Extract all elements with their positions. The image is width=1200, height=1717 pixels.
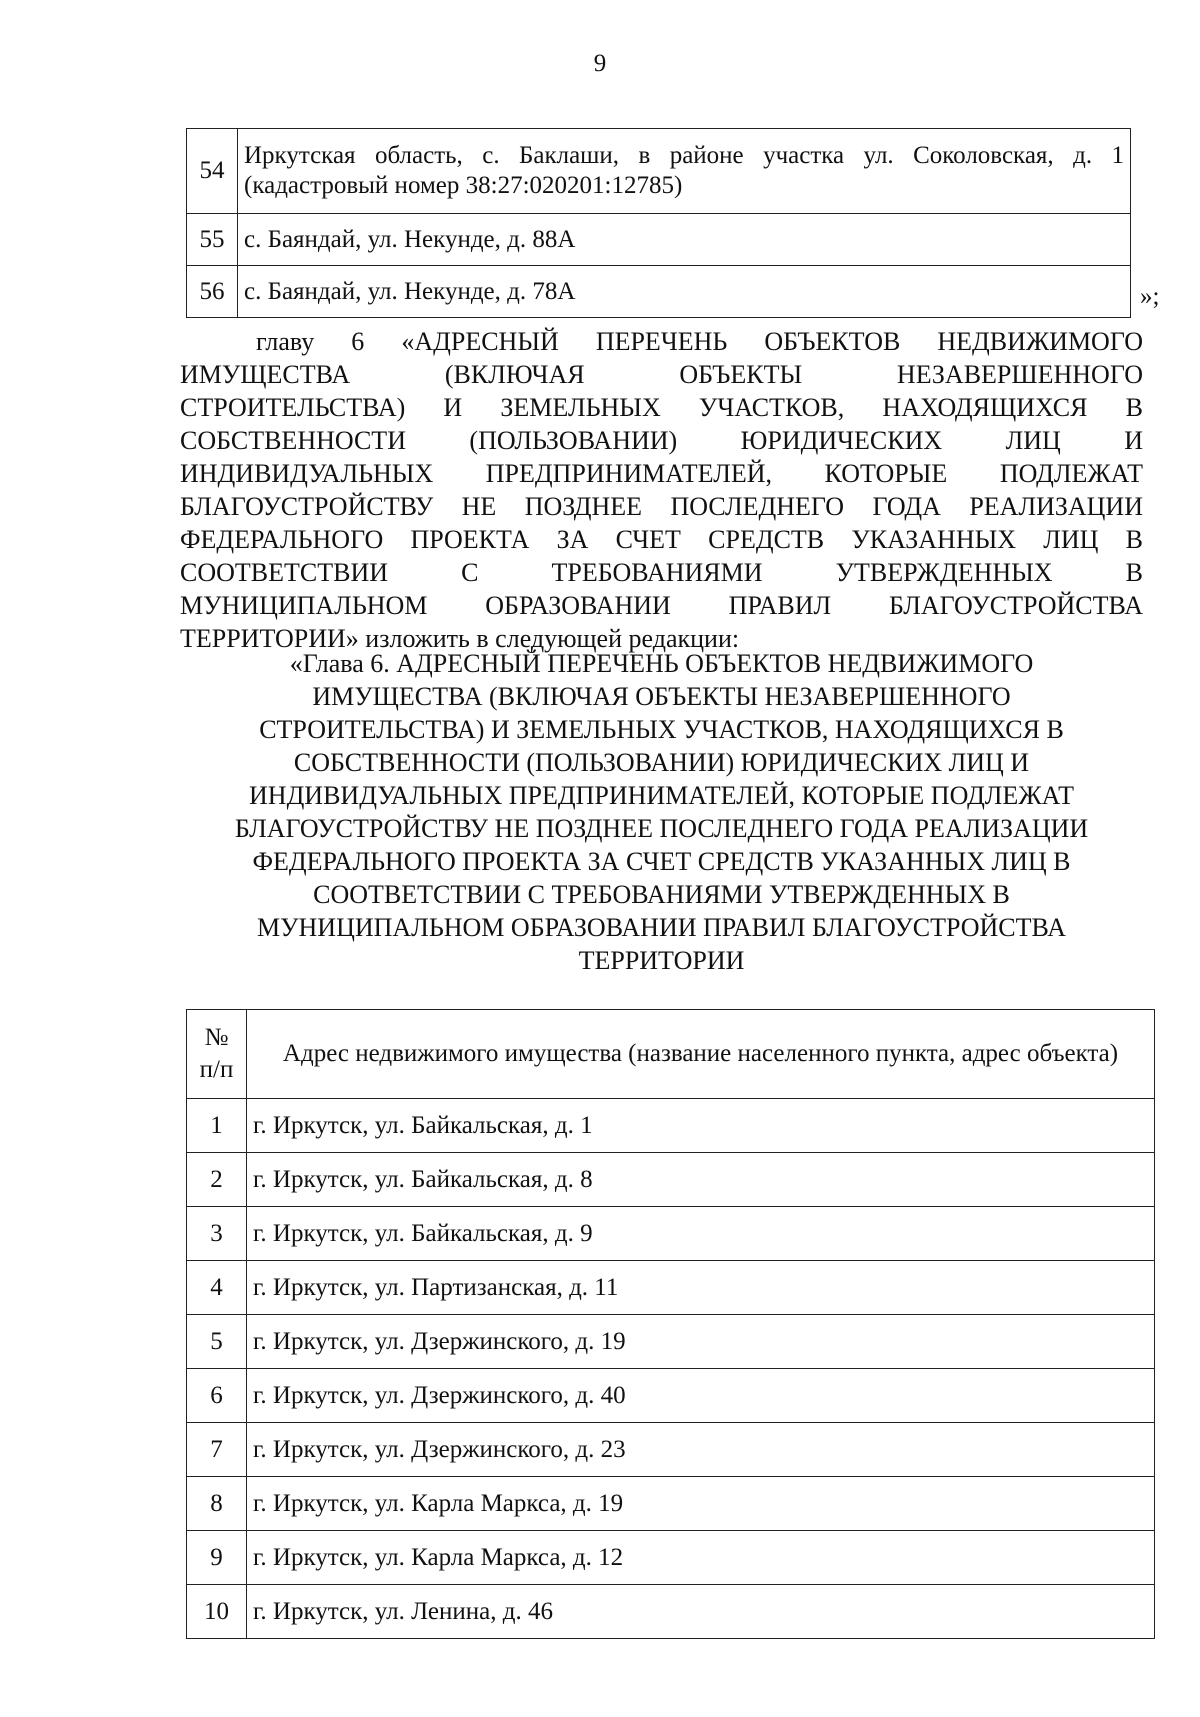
table-row bbox=[187, 1153, 1155, 1207]
chapter-title bbox=[180, 647, 1143, 977]
row-address: г. Иркутск, ул. Дзержинского, д. 23 bbox=[247, 1423, 1155, 1477]
row-address: с. Баяндай, ул. Некунде, д. 88А bbox=[238, 214, 1131, 266]
instruction-line: ТЕРРИТОРИИ» изложить в следующей редакции: bbox=[180, 624, 740, 653]
row-address: г. Иркутск, ул. Карла Маркса, д. 19 bbox=[247, 1477, 1155, 1531]
chapter-title-line: МУНИЦИПАЛЬНОМ ОБРАЗОВАНИИ ПРАВИЛ БЛАГОУСТРОЙСТВА bbox=[257, 913, 1066, 942]
instruction-line: СОБСТВЕННОСТИ (ПОЛЬЗОВАНИИ) ЮРИДИЧЕСКИХ ЛИЦ И bbox=[180, 426, 1143, 455]
instruction-line: МУНИЦИПАЛЬНОМ ОБРАЗОВАНИИ ПРАВИЛ БЛАГОУСТРОЙСТВА bbox=[180, 591, 1143, 620]
chapter-title-line: СТРОИТЕЛЬСТВА) И ЗЕМЕЛЬНЫХ УЧАСТКОВ, НАХОДЯЩИХСЯ В bbox=[259, 715, 1064, 744]
table-row bbox=[187, 1531, 1155, 1585]
instruction-line: ИНДИВИДУАЛЬНЫХ ПРЕДПРИНИМАТЕЛЕЙ, КОТОРЫЕ ПОДЛЕЖАТ bbox=[180, 459, 1143, 488]
instruction-line: главу 6 «АДРЕСНЫЙ ПЕРЕЧЕНЬ ОБЪЕКТОВ НЕДВИЖИМОГО bbox=[256, 327, 1143, 356]
table-row bbox=[187, 1585, 1155, 1639]
instruction-line: ФЕДЕРАЛЬНОГО ПРОЕКТА ЗА СЧЕТ СРЕДСТВ УКАЗАННЫХ ЛИЦ В bbox=[180, 525, 1143, 554]
table-row bbox=[187, 129, 1131, 214]
row-number: 54 bbox=[187, 129, 238, 214]
row-number: 7 bbox=[187, 1423, 247, 1477]
chapter-title-line: БЛАГОУСТРОЙСТВУ НЕ ПОЗДНЕЕ ПОСЛЕДНЕГО ГОДА РЕАЛИЗАЦИИ bbox=[234, 814, 1089, 843]
header-number-abbr: п/п bbox=[199, 1056, 234, 1083]
table-row bbox=[187, 1315, 1155, 1369]
row-number: 3 bbox=[187, 1207, 247, 1261]
table-row bbox=[187, 1477, 1155, 1531]
row-address: г. Иркутск, ул. Партизанская, д. 11 bbox=[247, 1261, 1155, 1315]
row-number: 2 bbox=[187, 1153, 247, 1207]
previous-address-table bbox=[186, 128, 1131, 318]
chapter-title-line: СООТВЕТСТВИИ С ТРЕБОВАНИЯМИ УТВЕРЖДЕННЫХ В bbox=[313, 880, 1010, 909]
chapter-title-line: ТЕРРИТОРИИ bbox=[578, 946, 745, 975]
row-number: 5 bbox=[187, 1315, 247, 1369]
table-row bbox=[187, 1207, 1155, 1261]
row-address: г. Иркутск, ул. Байкальская, д. 8 bbox=[247, 1153, 1155, 1207]
table-row bbox=[187, 1099, 1155, 1153]
table-row bbox=[187, 266, 1131, 318]
row-number: 1 bbox=[187, 1099, 247, 1153]
chapter-title-line: ИНДИВИДУАЛЬНЫХ ПРЕДПРИНИМАТЕЛЕЙ, КОТОРЫЕ ПОДЛЕЖАТ bbox=[249, 781, 1074, 810]
chapter-title-line: ИМУЩЕСТВА (ВКЛЮЧАЯ ОБЪЕКТЫ НЕЗАВЕРШЕННОГО bbox=[312, 682, 1011, 711]
page-number: 9 bbox=[593, 50, 607, 77]
row-address: г. Иркутск, ул. Дзержинского, д. 40 bbox=[247, 1369, 1155, 1423]
row-address: г. Иркутск, ул. Байкальская, д. 1 bbox=[247, 1099, 1155, 1153]
chapter-title-line: ФЕДЕРАЛЬНОГО ПРОЕКТА ЗА СЧЕТ СРЕДСТВ УКАЗАННЫХ ЛИЦ В bbox=[252, 847, 1071, 876]
row-number: 10 bbox=[187, 1585, 247, 1639]
table-row bbox=[187, 1261, 1155, 1315]
row-number: 8 bbox=[187, 1477, 247, 1531]
row-address: Иркутская область, с. Баклаши, в районе участка ул. Соколовская, д. 1 (кадастровый номер 38:27:020201:12785) bbox=[238, 129, 1131, 214]
row-number: 6 bbox=[187, 1369, 247, 1423]
address-list-table bbox=[186, 1009, 1155, 1639]
row-number: 9 bbox=[187, 1531, 247, 1585]
row-address: г. Иркутск, ул. Байкальская, д. 9 bbox=[247, 1207, 1155, 1261]
closing-quote: »; bbox=[1140, 283, 1160, 310]
row-number: 4 bbox=[187, 1261, 247, 1315]
chapter-title-line: «Глава 6. АДРЕСНЫЙ ПЕРЕЧЕНЬ ОБЪЕКТОВ НЕДВИЖИМОГО bbox=[289, 649, 1034, 678]
row-number: 56 bbox=[187, 266, 238, 318]
instruction-line: СООТВЕТСТВИИ С ТРЕБОВАНИЯМИ УТВЕРЖДЕННЫХ В bbox=[180, 558, 1143, 587]
amendment-instruction bbox=[180, 325, 1143, 655]
table-header-row bbox=[187, 1010, 1155, 1099]
header-number bbox=[187, 1010, 247, 1099]
table-row bbox=[187, 1423, 1155, 1477]
row-address: г. Иркутск, ул. Карла Маркса, д. 12 bbox=[247, 1531, 1155, 1585]
chapter-title-line: СОБСТВЕННОСТИ (ПОЛЬЗОВАНИИ) ЮРИДИЧЕСКИХ ЛИЦ И bbox=[293, 748, 1030, 777]
instruction-line: БЛАГОУСТРОЙСТВУ НЕ ПОЗДНЕЕ ПОСЛЕДНЕГО ГОДА РЕАЛИЗАЦИИ bbox=[180, 492, 1143, 521]
row-address: г. Иркутск, ул. Ленина, д. 46 bbox=[247, 1585, 1155, 1639]
row-address: с. Баяндай, ул. Некунде, д. 78А bbox=[238, 266, 1131, 318]
instruction-line: ИМУЩЕСТВА (ВКЛЮЧАЯ ОБЪЕКТЫ НЕЗАВЕРШЕННОГО bbox=[180, 360, 1143, 389]
table-row bbox=[187, 1369, 1155, 1423]
row-number: 55 bbox=[187, 214, 238, 266]
header-number-symbol: № bbox=[204, 1024, 229, 1051]
instruction-line: СТРОИТЕЛЬСТВА) И ЗЕМЕЛЬНЫХ УЧАСТКОВ, НАХОДЯЩИХСЯ В bbox=[180, 393, 1143, 422]
table-row bbox=[187, 214, 1131, 266]
header-address: Адрес недвижимого имущества (название населенного пункта, адрес объекта) bbox=[247, 1010, 1155, 1099]
row-address: г. Иркутск, ул. Дзержинского, д. 19 bbox=[247, 1315, 1155, 1369]
